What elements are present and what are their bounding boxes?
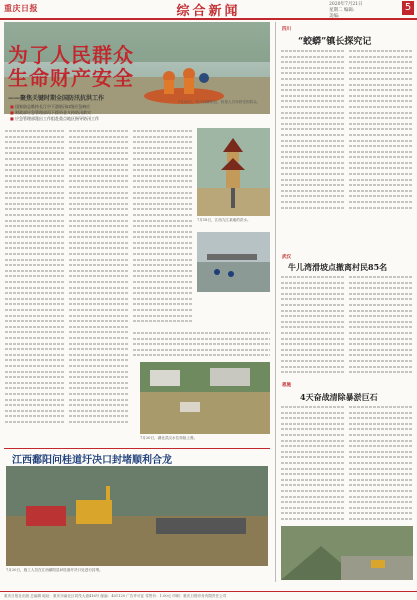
right-low-headline: 4天奋战清除暴淤巨石 <box>300 392 378 402</box>
bottom-rule <box>4 448 270 449</box>
right-top-col1 <box>281 48 345 210</box>
lead-headline <box>8 44 134 90</box>
right-low-kicker: 恩施 <box>282 383 291 388</box>
issue-meta <box>329 2 399 20</box>
lead-headline-line1: 为了人民群众 <box>8 43 134 67</box>
issue-editor: 星期二 编辑: <box>329 8 355 13</box>
lead-bullet: ■ 应急管理部派出工作组赴重点地区指导防汛工作 <box>10 116 100 121</box>
levee-closure-image <box>6 466 268 566</box>
column-divider <box>275 22 276 582</box>
right-mid-col1 <box>281 274 345 374</box>
newspaper-logo: 重庆日报 <box>4 3 38 13</box>
pagoda-photo <box>197 128 270 216</box>
aerial-flood-image <box>140 362 270 434</box>
pagoda-photo-caption: 7月18日，江西九江某地的洪水。 <box>197 218 251 222</box>
lead-subtitle: ——聚焦关键时期全国防汛抗洪工作 <box>8 95 105 102</box>
section-title: 综合新闻 <box>176 4 241 19</box>
lead-body-col3 <box>133 128 193 328</box>
road-clearing-photo <box>281 526 413 580</box>
right-top-col2 <box>349 48 413 210</box>
lead-bullets <box>10 104 200 122</box>
lead-headline-line2: 生命财产安全 <box>8 66 134 90</box>
masthead <box>0 0 417 20</box>
lead-bullet-text: 财政部应急管理部再下拨资金支持防汛救灾 <box>15 110 92 115</box>
right-top-kicker: 四川 <box>282 27 291 32</box>
issue-date: 2020年7月21日 <box>329 2 363 7</box>
right-low-col1 <box>281 404 345 522</box>
lead-bullet: ■ 财政部应急管理部再下拨资金支持防汛救灾 <box>10 110 92 115</box>
lead-body-col2 <box>69 128 129 426</box>
page-footer: 重庆日报社出版 总编辑 地址：重庆市渝北区同茂大道416号 邮编：401120 广告许可证 零售价：1.00元 印刷：重庆日报印务有限责任公司 <box>0 591 417 600</box>
lead-bullet: ■ 国家防总维持长江中下游防汛II级应急响应 <box>10 104 91 109</box>
lead-bullet-text: 应急管理部派出工作组赴重点地区指导防汛工作 <box>15 116 100 121</box>
pagoda-flood-image <box>197 128 270 216</box>
lead-photo-caption: 7月20日，在江西鄱阳县，救援人员转移受困群众。 <box>178 100 261 104</box>
bridge-photo <box>197 232 270 292</box>
right-mid-kicker: 武汉 <box>282 255 291 260</box>
issue-designer: 美编: <box>329 14 340 19</box>
lead-bullet-text: 国家防总维持长江中下游防汛II级应急响应 <box>15 104 91 109</box>
dam-photo-caption: 7月20日，施工人员在江西鄱阳县问桂道圩决口处进行封堵。 <box>6 568 103 572</box>
right-mid-headline: 牛儿湾滑坡点撤离村民85名 <box>288 262 388 272</box>
page-number: 5 <box>402 1 414 15</box>
aerial-photo-caption: 7月20日，湖北武汉水位持续上涨。 <box>140 436 198 440</box>
dam-closure-photo <box>6 466 268 566</box>
bottom-headline: 江西鄱阳问桂道圩决口封堵顺利合龙 <box>12 455 172 466</box>
mountain-road-image <box>281 526 413 580</box>
right-mid-col2 <box>349 274 413 374</box>
lead-body-col4 <box>133 330 270 360</box>
aerial-flood-photo <box>140 362 270 434</box>
flooded-road-image <box>197 232 270 292</box>
right-low-col2 <box>349 404 413 522</box>
right-top-headline: “蛟蟒”镇长探究记 <box>298 37 372 47</box>
lead-body-col1 <box>5 128 65 426</box>
